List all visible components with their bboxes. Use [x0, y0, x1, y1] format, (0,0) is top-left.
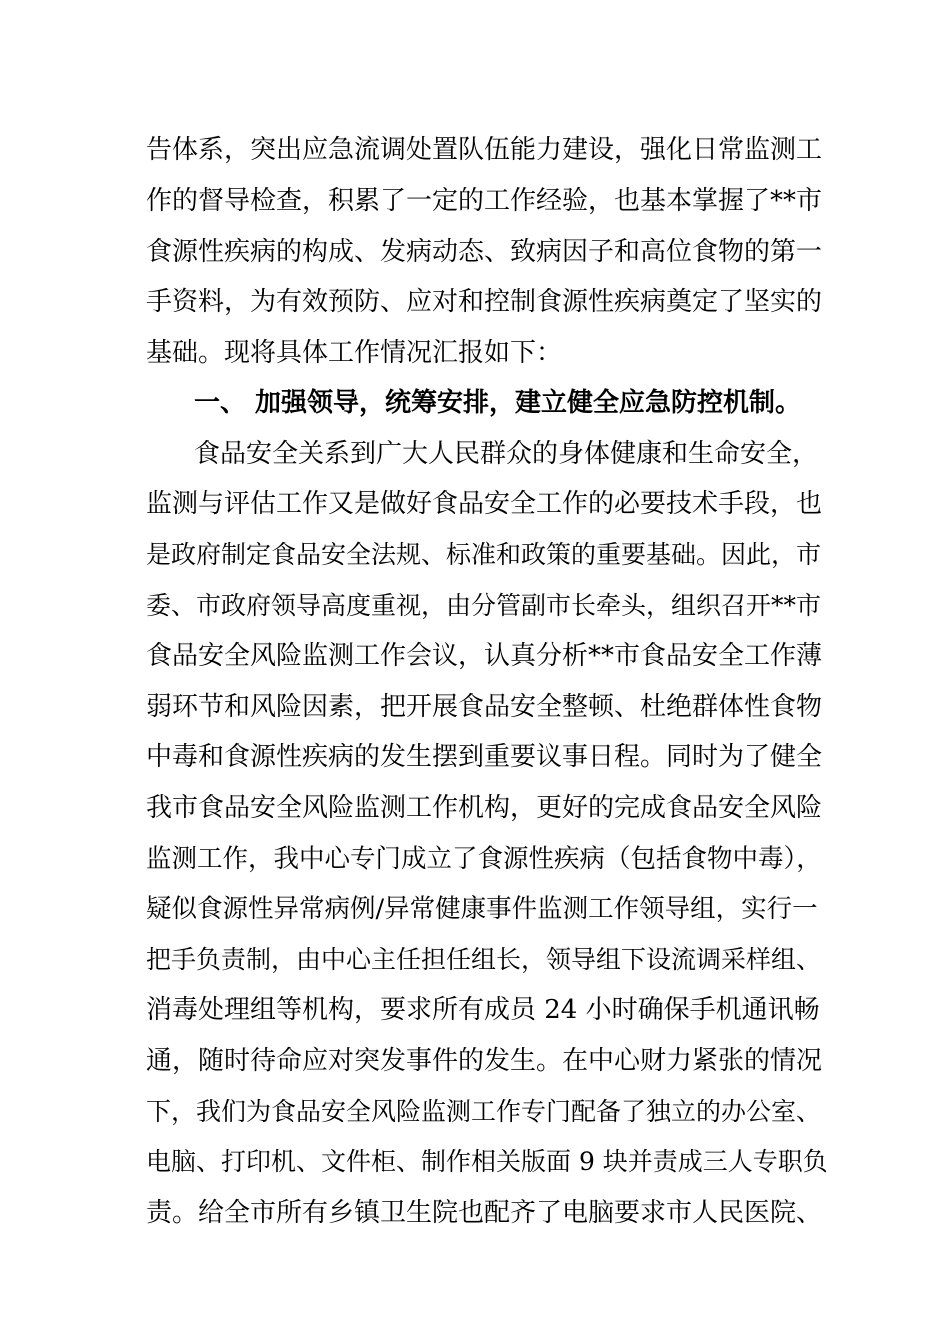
body-line: 委、市政府领导高度重视，由分管副市长牵头，组织召开**市: [146, 591, 822, 620]
section-heading: 一、 加强领导，统筹安排，建立健全应急防控机制。: [194, 388, 802, 418]
body-line: 食品安全风险监测工作会议，认真分析**市食品安全工作薄: [146, 641, 823, 671]
body-line: 监测工作，我中心专门成立了食源性疾病（包括食物中毒），: [146, 844, 822, 874]
body-line: 把手负责制，由中心主任担任组长，领导组下设流调采样组、: [146, 945, 822, 974]
body-line: 责。给全市所有乡镇卫生院也配齐了电脑要求市人民医院、: [146, 1198, 823, 1228]
body-line: 监测与评估工作又是做好食品安全工作的必要技术手段，也: [146, 489, 823, 519]
body-line: 食源性疾病的构成、发病动态、致病因子和高位食物的第一: [146, 237, 823, 267]
body-line: 弱环节和风险因素，把开展食品安全整顿、杜绝群体性食物: [146, 692, 823, 722]
body-line: 通，随时待命应对突发事件的发生。在中心财力紧张的情况: [146, 1046, 823, 1076]
body-line: 疑似食源性异常病例/异常健康事件监测工作领导组，实行一: [146, 894, 818, 924]
body-line: 下，我们为食品安全风险监测工作专门配备了独立的办公室、: [146, 1097, 822, 1126]
body-line: 消毒处理组等机构，要求所有成员 24 小时确保手机通讯畅: [146, 995, 820, 1025]
body-line: 电脑、打印机、文件柜、制作相关版面 9 块并责成三人专职负: [146, 1147, 828, 1176]
body-line: 告体系，突出应急流调处置队伍能力建设，强化日常监测工: [146, 135, 823, 165]
body-line: 基础。现将具体工作情况汇报如下：: [146, 338, 563, 368]
body-line: 作的督导检查，积累了一定的工作经验，也基本掌握了**市: [146, 186, 823, 216]
body-line: 是政府制定食品安全法规、标准和政策的重要基础。因此，市: [146, 540, 822, 569]
body-line: 手资料，为有效预防、应对和控制食源性疾病奠定了坚实的: [146, 287, 823, 317]
body-line: 中毒和食源性疾病的发生摆到重要议事日程。同时为了健全: [146, 742, 823, 772]
body-line: 食品安全关系到广大人民群众的身体健康和生命安全，: [194, 439, 819, 469]
body-line: 我市食品安全风险监测工作机构，更好的完成食品安全风险: [146, 793, 823, 823]
